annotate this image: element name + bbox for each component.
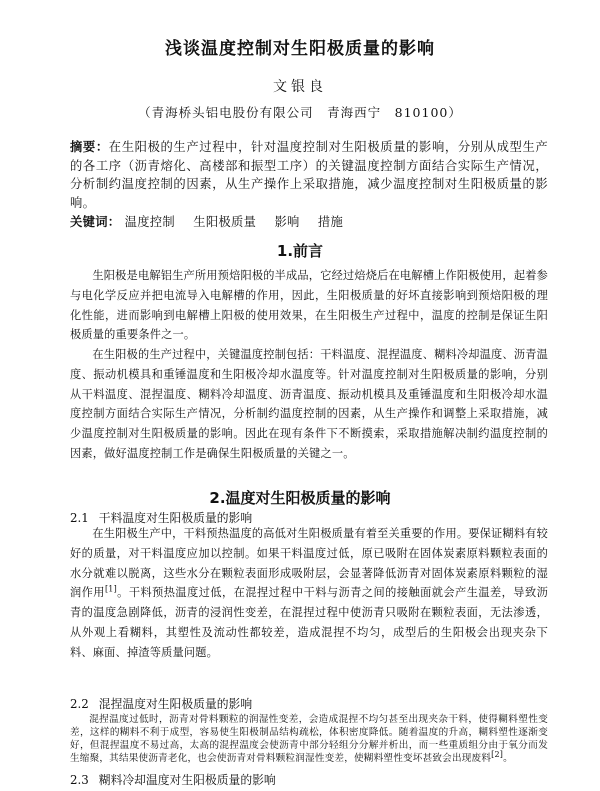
citation-ref: [2] <box>491 749 504 759</box>
abstract-block <box>70 138 548 212</box>
intro-paragraph-1: 生阳极是电解铝生产所用预焙阳极的半成品，它经过焙烧后在电解槽上作阳极使用，起着参与电化学反应并把电流导入电解槽的作用，因此，生阳极质量的好坏直接影响到预焙阳极的理化性能，进而影响到电解槽上阳极的使用效果，在生阳极生产过程中，温度的控制是保证生阳极质量的重要条件之一。 <box>70 269 548 342</box>
citation-ref: [1] <box>104 584 117 594</box>
subsection-heading-2-3 <box>70 771 276 789</box>
abstract-text: 在生阳极的生产过程中，针对温度控制对生阳极质量的影响，分别从成型生产的各工序（沥青熔化、高楼部和振型工序）的关键温度控制方面结合实际生产情况，分析制约温度控制的因素，从生产操作上采取措施，减少温度控制对生阳极质量的影响。 <box>70 140 549 210</box>
abstract-label: 摘要： <box>70 140 109 154</box>
kneading-paragraph <box>70 713 548 765</box>
subsection-title: 混捏温度对生阳极质量的影响 <box>98 697 253 711</box>
paper-title: 浅谈温度控制对生阳极质量的影响 <box>165 39 435 59</box>
keyword-item: 温度控制 <box>124 215 175 229</box>
dry-material-paragraph <box>70 524 548 663</box>
keywords-block <box>70 213 548 231</box>
intro-paragraph-2: 在生阳极的生产过程中，关键温度控制包括：干料温度、混捏温度、糊料冷却温度、沥青温度、振动机模具和重锤温度和生阳极冷却水温度等。针对温度控制对生阳极质量的影响，分别从干料温度、混捏温度、糊料冷却温度、沥青温度、振动机模具及重锤温度和生阳极冷却水温度控制方面结合实际生产情况，分析制约温度控制的因素，从生产操作和调整上采取措施，减少温度控制对生阳极质量的影响。因此在现有条件下不断摸索，采取措施解决制约温度控制的因素，做好温度控制工作是确保生阳极质量的关键之一。 <box>70 348 548 460</box>
keyword-item: 生阳极质量 <box>193 215 257 229</box>
author-name: 文银良 <box>273 79 327 95</box>
paragraph-text: 。 <box>503 753 513 764</box>
subsection-number: 2.2 <box>70 697 89 711</box>
subsection-number: 2.1 <box>70 511 89 525</box>
subsection-heading-2-2 <box>70 695 252 713</box>
keywords-label: 关键词： <box>70 215 121 229</box>
paragraph-text: 在生阳极生产中，干料预热温度的高低对生阳极质量有着至关重要的作用。要保证糊料有较好的质量，对干料温度应加以控制。如果干料温度过低，原已吸附在固体炭素原料颗粒表面的水分就难以脱离，这些水分在颗粒表面形成吸附层，会显著降低沥青对固体炭素原料颗粒的湿润作用 <box>70 527 548 600</box>
section-heading-intro: 1.前言 <box>276 242 324 260</box>
affiliation: （青海桥头铝电股份有限公司 青海西宁 810100） <box>138 105 462 120</box>
keyword-item: 措施 <box>317 215 344 229</box>
paragraph-text: 。干料预热温度过低，在混捏过程中干料与沥青之间的接触面就会产生温差，导致沥青的温度急剧降低，沥青的浸润性变差，在混捏过程中使沥青只吸附在颗粒表面，无法渗透，从外观上看糊料，其塑性及流动性都较差，造成混捏不均匀，成型后的生阳极会出现夹杂下料、麻面、掉渣等质量问题。 <box>70 586 549 659</box>
subsection-title: 糊料冷却温度对生阳极质量的影响 <box>98 773 276 787</box>
subsection-title: 干料温度对生阳极质量的影响 <box>98 511 253 525</box>
section-heading-temperature-effects: 2.温度对生阳极质量的影响 <box>209 489 391 507</box>
keyword-item: 影响 <box>274 215 300 229</box>
subsection-number: 2.3 <box>70 773 89 787</box>
paragraph-text: 混捏温度过低时，沥青对骨料颗粒的润湿性变差，会造成混捏不均匀甚至出现夹杂干料，使得糊料塑性变差，这样的糊料不利于成型，容易使生阳极制品结构疏松，体积密度降低。随着温度的升高，糊料塑性逐渐变好，但混捏温度不易过高，太高的混捏温度会使沥青中部分轻组分分解并析出，而一些重质组分由于氧分而发生缩聚，其结果使沥青老化，也会使沥青对骨料颗粒润湿性变差，使糊料塑性变坏甚致会出现废料 <box>70 714 548 764</box>
